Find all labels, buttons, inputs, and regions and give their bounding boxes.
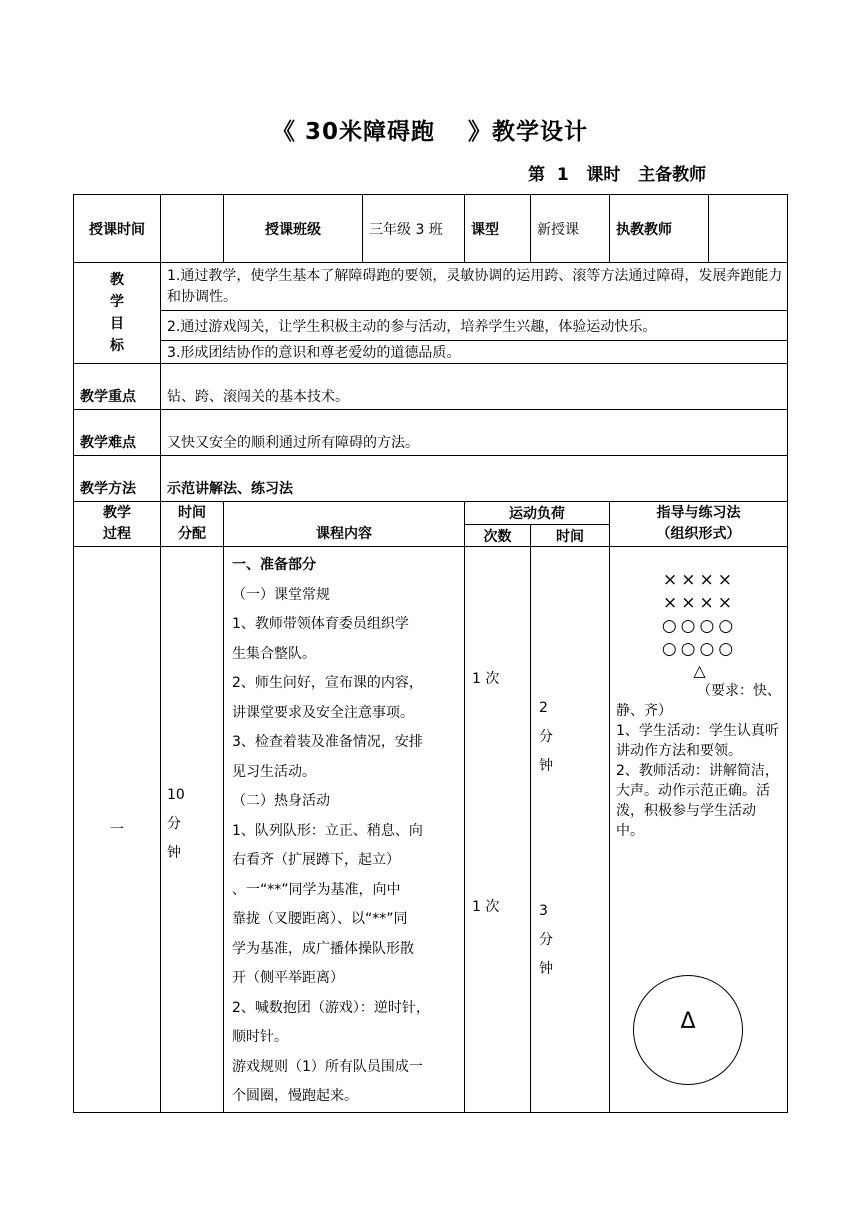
content-line: （一）课堂常规 — [232, 586, 330, 603]
method-value: 示范讲解法、练习法 — [161, 456, 788, 502]
type-value: 新授课 — [531, 195, 610, 263]
content-line: 2、师生问好，宣布课的内容， — [232, 675, 423, 691]
objectives-char: 目 — [110, 316, 124, 332]
section-1-process: 一 — [74, 547, 161, 1113]
process-header — [74, 502, 161, 547]
lesson-plan-table — [73, 194, 788, 1113]
objectives-label — [74, 263, 161, 364]
content-line: 见习生活动。 — [232, 763, 316, 780]
formation-row: ○○○○ — [661, 616, 738, 636]
key-point-label: 教学重点 — [74, 364, 161, 410]
content-line: 2、喊数抱团（游戏）：逆时针， — [232, 999, 430, 1016]
teach-time-label: 授课时间 — [74, 195, 161, 263]
section-1-time-line: 分 — [167, 815, 181, 832]
time-header-line: 时间 — [178, 505, 206, 521]
content-header: 课程内容 — [224, 502, 465, 547]
duration-header: 时间 — [531, 525, 610, 547]
class-value: 三年级 3 班 — [363, 195, 465, 263]
duration-line: 分 — [539, 729, 553, 745]
teacher-value — [709, 195, 788, 263]
content-line: （二）热身活动 — [232, 793, 330, 809]
teacher-mark-icon: △ — [693, 661, 706, 680]
class-label: 授课班级 — [224, 195, 363, 263]
guide-header — [610, 502, 788, 547]
content-line: 个圆圈，慢跑起来。 — [232, 1088, 358, 1104]
objectives-char: 标 — [110, 338, 124, 354]
content-line: 一、准备部分 — [232, 557, 316, 573]
section-1-time-line: 10 — [167, 786, 185, 803]
section-1-guide — [610, 547, 788, 1113]
formation-row: ×××× — [663, 593, 736, 613]
teacher-label: 执教教师 — [610, 195, 709, 263]
method-row — [74, 456, 788, 502]
key-point-row — [74, 364, 788, 410]
difficulty-row — [74, 410, 788, 456]
type-label: 课型 — [465, 195, 531, 263]
content-line: 生集合整队。 — [232, 645, 316, 662]
time-header-line: 分配 — [178, 526, 206, 542]
duration-line: 钟 — [539, 961, 553, 977]
guide-student: 1、学生活动：学生认真听讲动作方法和要领。 — [616, 723, 779, 759]
guide-header-line: （组织形式） — [656, 526, 741, 542]
duration-line: 钟 — [539, 758, 553, 774]
objective-row-1 — [74, 263, 788, 311]
objectives-char: 学 — [110, 294, 124, 310]
content-line: 、一“**”同学为基准，向中 — [232, 881, 401, 898]
objective-1: 1.通过教学，使学生基本了解障碍跑的要领，灵敏协调的运用跨、滚等方法通过障碍，发展奔跑能力和协调性。 — [161, 263, 788, 311]
section-1-time-line: 钟 — [167, 844, 181, 861]
duration-line: 3 — [539, 903, 548, 919]
formation-diagram — [616, 547, 783, 661]
requirement-text: （要求：快、 — [697, 683, 781, 699]
circle-formation-diagram — [633, 975, 743, 1085]
section-1-content — [224, 547, 465, 1113]
count-value: 1 次 — [472, 899, 500, 915]
objective-row-2 — [74, 311, 788, 341]
formation-row: ×××× — [663, 570, 736, 590]
content-line: 1、队列队形：立正、稍息、向 — [232, 822, 423, 839]
circle-center-mark-icon: Δ — [680, 1009, 696, 1034]
process-header-line: 教学 — [103, 505, 131, 521]
process-header-row-1 — [74, 502, 788, 525]
count-value: 1 次 — [472, 671, 500, 687]
objective-3: 3.形成团结协作的意识和尊老爱幼的道德品质。 — [161, 341, 788, 364]
content-line: 顺时针。 — [232, 1029, 288, 1045]
section-1-count — [465, 547, 531, 1113]
content-line: 游戏规则（1）所有队员围成一 — [232, 1058, 423, 1075]
formation-row: ○○○○ — [661, 639, 738, 659]
key-point-value: 钻、跨、滚闯关的基本技术。 — [161, 364, 788, 410]
section-1-duration — [531, 547, 610, 1113]
duration-2 — [539, 897, 553, 984]
duration-1 — [539, 694, 553, 781]
objective-2: 2.通过游戏闯关，让学生积极主动的参与活动，培养学生兴趣，体验运动快乐。 — [161, 311, 788, 341]
content-line: 学为基准，成广播体操队形散 — [232, 940, 414, 957]
content-line: 开（侧平举距离） — [232, 970, 344, 986]
guide-header-line: 指导与练习法 — [656, 505, 741, 521]
objectives-char: 教 — [110, 272, 124, 288]
document-title: 《 30米障碍跑 》教学设计 — [271, 119, 589, 145]
count-header: 次数 — [465, 525, 531, 547]
teach-time-value — [161, 195, 224, 263]
section-1-time — [161, 547, 224, 1113]
duration-line: 分 — [539, 932, 553, 948]
difficulty-value: 又快又安全的顺利通过所有障碍的方法。 — [161, 410, 788, 456]
duration-line: 2 — [539, 700, 548, 716]
content-line: 1、教师带领体育委员组织学 — [232, 616, 409, 632]
content-line: 靠拢（叉腰距离）、以“**”同 — [232, 911, 408, 927]
process-header-line: 过程 — [103, 526, 131, 542]
section-1-row — [74, 547, 788, 1113]
requirement-text-2: 静、齐） — [616, 703, 672, 719]
content-line: 右看齐（扩展蹲下，起立） — [232, 852, 400, 868]
load-header: 运动负荷 — [465, 502, 610, 525]
guide-teacher: 2、教师活动：讲解简洁，大声。动作示范正确。活泼，积极参与学生活动中。 — [616, 763, 779, 839]
content-line: 讲课堂要求及安全注意事项。 — [232, 704, 414, 721]
objective-row-3 — [74, 341, 788, 364]
method-label: 教学方法 — [74, 456, 161, 502]
lesson-subtitle: 第 1 课时 主备教师 — [528, 165, 707, 185]
content-line: 3、检查着装及准备情况，安排 — [232, 734, 423, 750]
time-header — [161, 502, 224, 547]
info-row — [74, 195, 788, 263]
difficulty-label: 教学难点 — [74, 410, 161, 456]
